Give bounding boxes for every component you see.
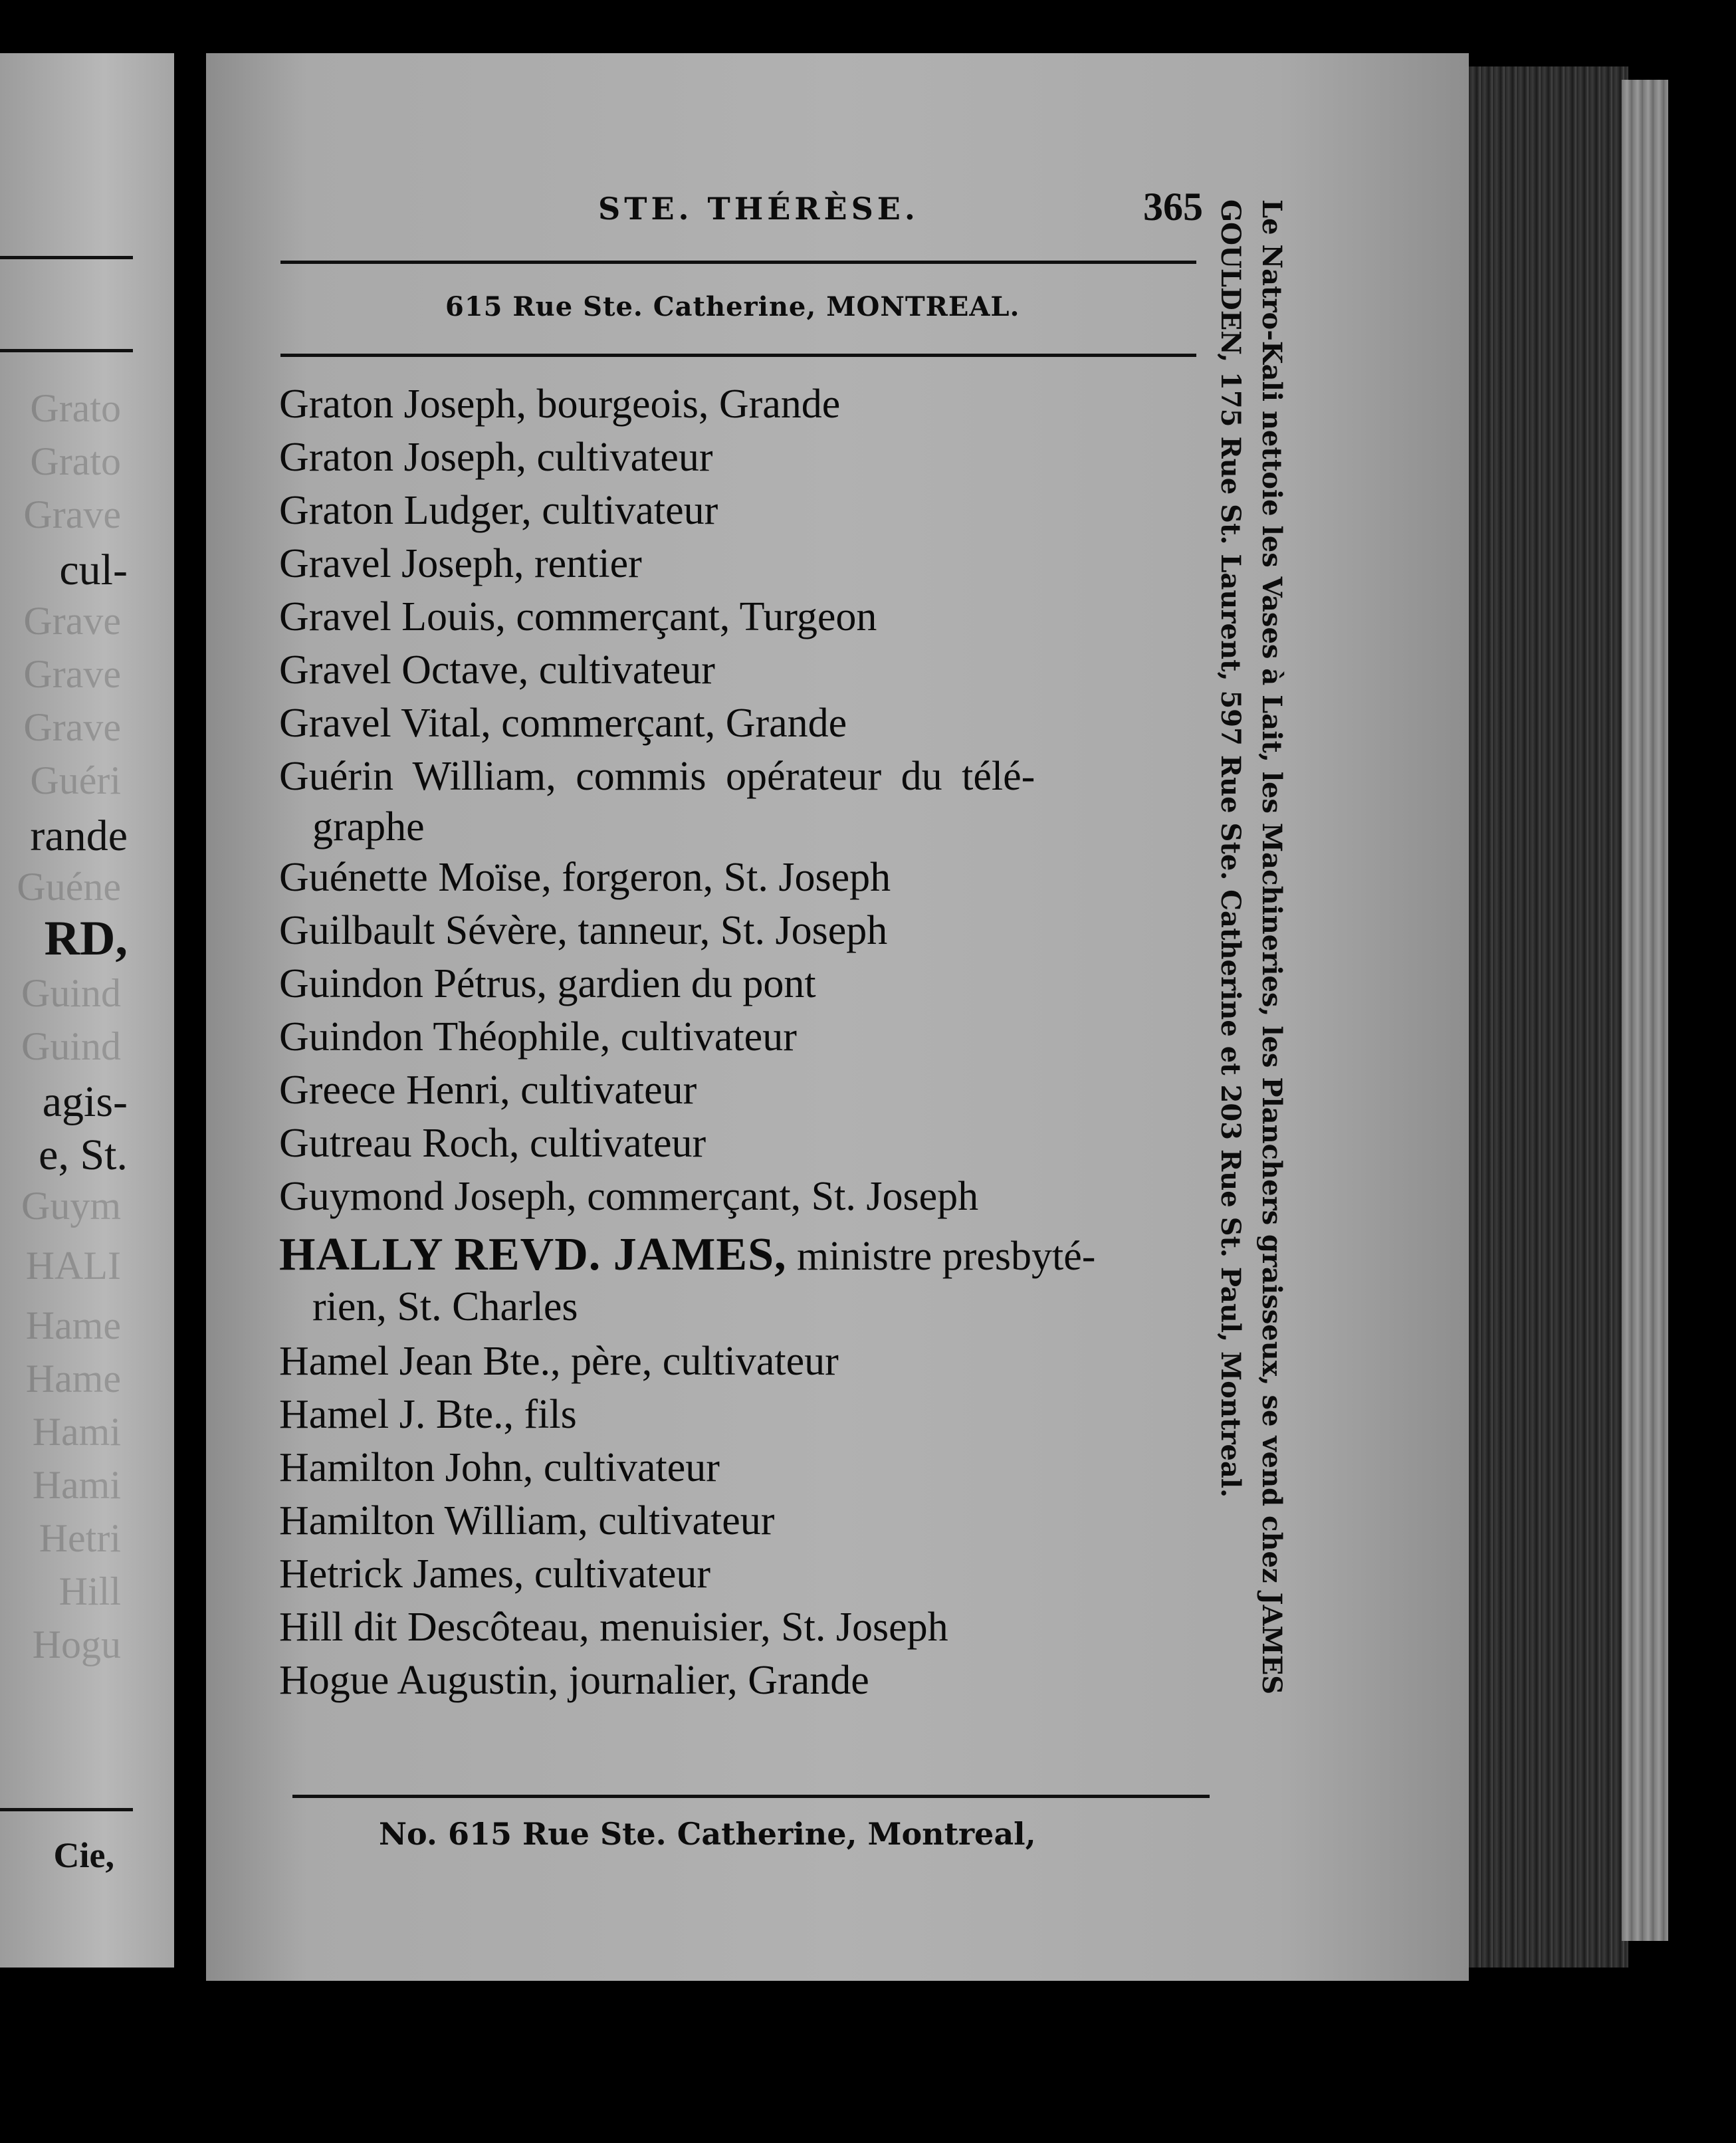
list-item: Guindon Théophile, cultivateur	[279, 1014, 797, 1060]
list-item: Hamel Jean Bte., père, cultivateur	[279, 1339, 839, 1384]
list-item: Guénette Moïse, forgeron, St. Joseph	[279, 855, 891, 900]
page-edges	[1469, 66, 1628, 1968]
list-item: Guymond Joseph, commerçant, St. Joseph	[279, 1174, 979, 1219]
directory-entries	[279, 378, 1203, 1707]
list-item: Gravel Joseph, rentier	[279, 541, 642, 586]
list-item: Gutreau Roch, cultivateur	[279, 1121, 706, 1166]
list-item: Hamilton William, cultivateur	[279, 1498, 775, 1543]
list-item: Hill dit Descôteau, menuisier, St. Joseph	[279, 1605, 948, 1650]
left-page-rule	[0, 1808, 133, 1811]
list-item-continuation: graphe	[312, 804, 425, 849]
footer-rule	[292, 1795, 1210, 1798]
page-number: 365	[1143, 185, 1203, 229]
list-item: Gravel Vital, commerçant, Grande	[279, 701, 847, 746]
list-item: Gravel Octave, cultivateur	[279, 647, 715, 693]
list-item: Guilbault Sévère, tanneur, St. Joseph	[279, 908, 888, 953]
left-page-text: rande	[30, 812, 128, 860]
list-item: Graton Joseph, bourgeois, Grande	[279, 382, 841, 427]
header-rule	[280, 261, 1196, 264]
left-page-text: cul-	[59, 546, 128, 594]
list-item	[279, 750, 1203, 851]
footer-address: No. 615 Rue Ste. Catherine, Montreal,	[379, 1816, 1036, 1852]
left-page-fragment: Grato Grato Grave cul- Grave Grave Grave Guéri rande Guéne RD, Guind Guind agis- e, St. Guym HALI Hame Hame Hami Hami Hetri Hill Hogu Cie,	[0, 53, 174, 1968]
header-rule	[280, 354, 1196, 357]
side-ad-line: GOULDEN, 175 Rue St. Laurent, 597 Rue Ste. Catherine et 203 Rue St. Paul, Montreal.	[1215, 199, 1246, 1498]
featured-name: HALLY REVD. JAMES,	[279, 1229, 787, 1280]
page-title: STE. THÉRÈSE.	[598, 191, 919, 227]
left-page-text: e, St.	[39, 1131, 128, 1179]
left-page-text: agis-	[42, 1077, 128, 1126]
list-item: Graton Ludger, cultivateur	[279, 488, 718, 533]
page-edges	[1622, 80, 1668, 1941]
list-item: Hogue Augustin, journalier, Grande	[279, 1658, 869, 1703]
list-item: Greece Henri, cultivateur	[279, 1068, 697, 1113]
side-advertisement	[1210, 199, 1292, 1694]
list-item-line: Guérin William, commis opérateur du télé-	[279, 754, 1035, 799]
featured-occupation: ministre presbyté-	[797, 1234, 1096, 1279]
list-item: Hamel J. Bte., fils	[279, 1392, 577, 1437]
running-head	[279, 185, 1203, 235]
left-page-text: Cie,	[53, 1835, 114, 1875]
list-item: Gravel Louis, commerçant, Turgeon	[279, 594, 877, 639]
left-page-text: RD,	[44, 911, 128, 966]
left-page-rule	[0, 256, 133, 259]
list-item: Hetrick James, cultivateur	[279, 1551, 711, 1597]
list-item: Hamilton John, cultivateur	[279, 1445, 720, 1490]
left-page-rule	[0, 349, 133, 352]
header-address: 615 Rue Ste. Catherine, MONTREAL.	[445, 291, 1020, 322]
list-item: Guindon Pétrus, gardien du pont	[279, 961, 816, 1006]
list-item-continuation: rien, St. Charles	[312, 1284, 578, 1329]
list-item-featured	[279, 1228, 1203, 1331]
side-ad-line: Le Natro-Kali nettoie les Vases à Lait, les Machineries, les Planchers graisseux, se vend chez JAMES	[1256, 199, 1287, 1695]
list-item: Graton Joseph, cultivateur	[279, 435, 713, 480]
